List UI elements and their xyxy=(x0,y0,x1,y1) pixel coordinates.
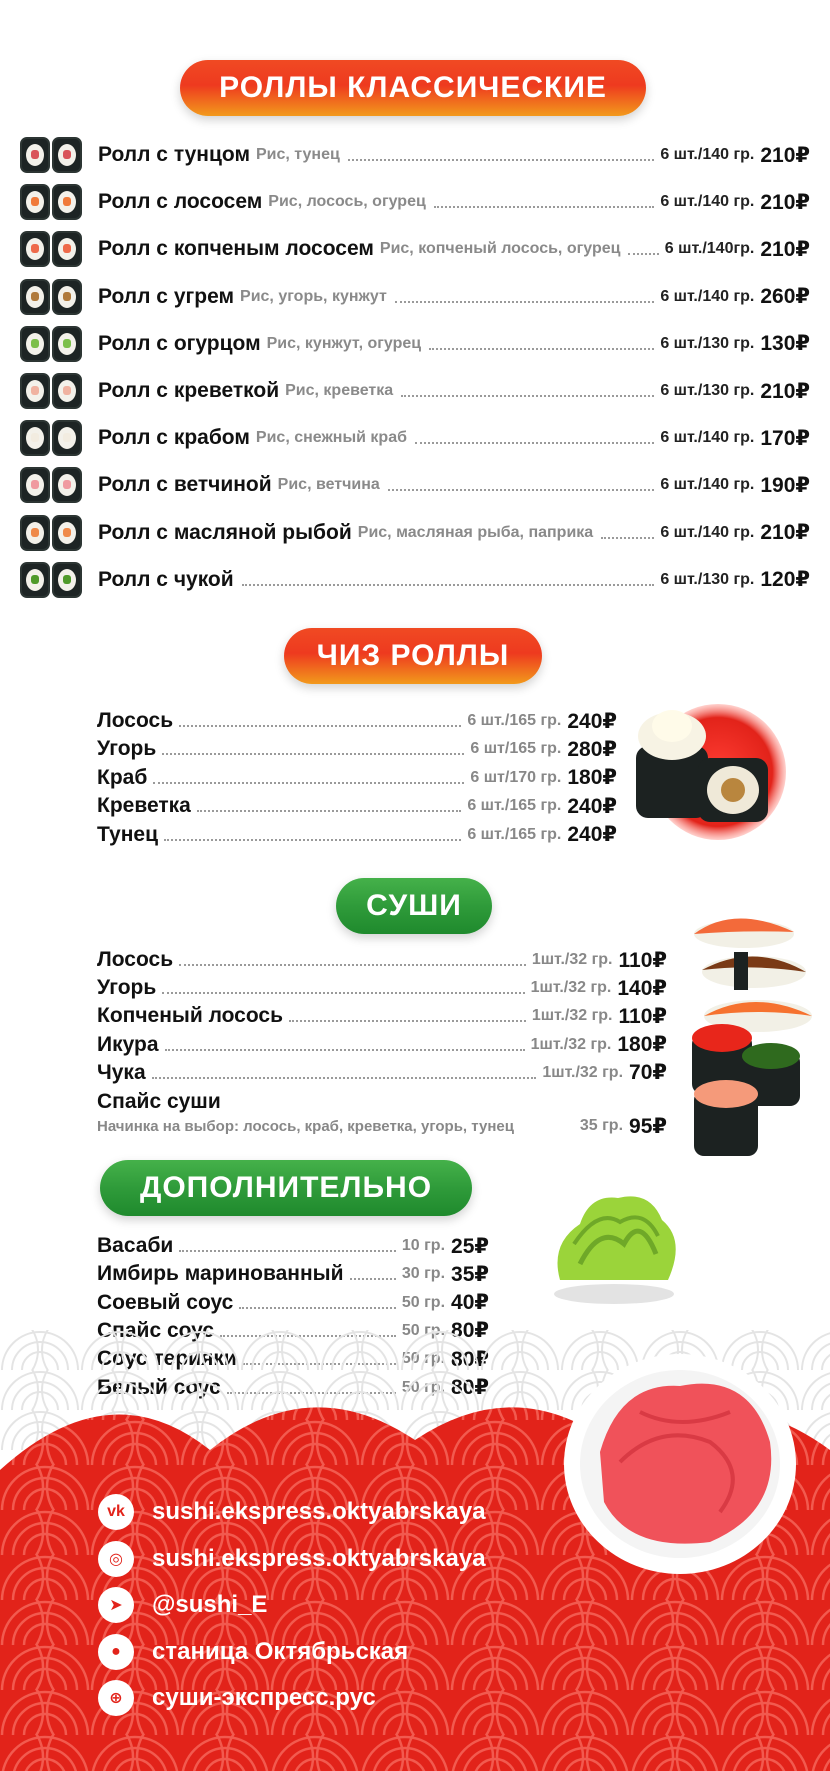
roll-name: Ролл с чукой xyxy=(98,567,234,591)
roll-weight: 6 шт./140 гр. xyxy=(660,523,755,541)
roll-ingredients: Рис, копченый лосось, огурец xyxy=(379,240,621,258)
roll-weight: 6 шт./130 гр. xyxy=(660,570,755,588)
roll-price: 210₽ xyxy=(760,379,810,403)
roll-ingredients: Рис, креветка xyxy=(285,382,394,399)
location-pin-icon: ● xyxy=(98,1634,134,1670)
dotted-leader xyxy=(179,1250,396,1252)
roll-photo xyxy=(20,324,84,364)
dotted-leader xyxy=(179,964,526,966)
roll-price: 260₽ xyxy=(760,285,810,309)
dotted-leader xyxy=(350,1278,396,1280)
item-weight: 1шт./32 гр. xyxy=(542,1063,624,1081)
dotted-leader xyxy=(628,253,658,255)
roll-price: 210₽ xyxy=(760,143,810,167)
classic-roll-row xyxy=(20,321,810,367)
item-price: 140₽ xyxy=(617,976,667,1000)
dotted-leader xyxy=(348,159,655,161)
contact-row[interactable] xyxy=(98,1583,267,1627)
spicy-sushi-price: 95₽ xyxy=(629,1114,667,1138)
item-price: 180₽ xyxy=(567,766,617,790)
dotted-leader xyxy=(415,442,654,444)
extra-row xyxy=(97,1260,489,1288)
item-price: 180₽ xyxy=(617,1033,667,1057)
item-name: Лосось xyxy=(97,709,174,732)
roll-ingredients: Рис, тунец xyxy=(255,146,340,163)
item-price: 35₽ xyxy=(451,1262,489,1286)
item-weight: 1шт./32 гр. xyxy=(531,951,613,968)
item-price: 240₽ xyxy=(567,823,617,847)
roll-ingredients: Рис, масляная рыба, паприка xyxy=(357,523,594,541)
item-weight: 6 шт./165 гр. xyxy=(467,825,562,843)
contact-row[interactable] xyxy=(98,1490,486,1534)
item-name: Угорь xyxy=(97,737,157,761)
dotted-leader xyxy=(388,489,655,491)
roll-weight: 6 шт./130 гр. xyxy=(660,334,755,352)
roll-weight: 6 шт./130 гр. xyxy=(660,382,755,399)
item-name: Лосось xyxy=(97,948,174,971)
item-name: Имбирь маринованный xyxy=(97,1262,344,1286)
spicy-sushi-name: Спайс суши xyxy=(97,1090,221,1113)
item-weight: 1шт./32 гр. xyxy=(530,979,612,997)
globe-icon: ⊕ xyxy=(98,1680,134,1716)
item-name: Копченый лосось xyxy=(97,1004,283,1028)
roll-price: 210₽ xyxy=(760,190,810,214)
classic-roll-row xyxy=(20,415,810,461)
extra-row xyxy=(97,1232,489,1260)
classic-roll-row xyxy=(20,368,810,414)
section-title-cheese-rolls: ЧИЗ РОЛЛЫ xyxy=(284,628,542,684)
sushi-row xyxy=(97,1031,667,1059)
roll-weight: 6 шт./140 гр. xyxy=(660,193,755,211)
contact-text: sushi.ekspress.oktyabrskaya xyxy=(152,1544,486,1572)
item-price: 240₽ xyxy=(567,794,617,818)
roll-name: Ролл с огурцом xyxy=(98,331,261,355)
item-weight: 6 шт/165 гр. xyxy=(470,740,562,758)
dotted-leader xyxy=(239,1307,396,1309)
ginger-bowl-image xyxy=(560,1342,800,1578)
roll-price: 120₽ xyxy=(760,568,810,592)
item-price: 70₽ xyxy=(629,1061,667,1085)
dotted-leader xyxy=(162,753,464,755)
contact-text: станица Октябрьская xyxy=(152,1637,409,1665)
sushi-stack-image xyxy=(684,904,824,1162)
classic-roll-row xyxy=(20,462,810,508)
dotted-leader xyxy=(153,782,464,784)
spicy-sushi-details xyxy=(97,1112,667,1140)
extra-row xyxy=(97,1289,489,1317)
item-name: Краб xyxy=(97,765,148,789)
spicy-sushi-weight: 35 гр. xyxy=(579,1117,624,1134)
roll-name: Ролл с креветкой xyxy=(98,379,280,402)
contact-text: суши-экспресс.рус xyxy=(152,1684,376,1711)
item-name: Икура xyxy=(97,1032,159,1056)
item-name: Соевый соус xyxy=(97,1290,234,1314)
item-name: Креветка xyxy=(97,794,191,818)
roll-weight: 6 шт./140 гр. xyxy=(660,429,755,447)
dotted-leader xyxy=(601,537,654,539)
roll-name: Ролл с угрем xyxy=(98,284,235,308)
roll-weight: 6 шт./140 гр. xyxy=(660,287,755,305)
roll-name: Ролл с крабом xyxy=(98,426,250,450)
dotted-leader xyxy=(289,1020,526,1022)
contact-row[interactable] xyxy=(98,1676,376,1720)
item-weight: 50 гр. xyxy=(401,1293,446,1311)
instagram-icon: ◎ xyxy=(98,1541,134,1577)
section-title-extras: ДОПОЛНИТЕЛЬНО xyxy=(100,1160,472,1216)
dotted-leader xyxy=(165,1049,525,1051)
roll-price: 130₽ xyxy=(760,332,810,356)
contact-text: sushi.ekspress.oktyabrskaya xyxy=(152,1498,486,1525)
dotted-leader xyxy=(164,839,461,841)
telegram-icon: ➤ xyxy=(98,1587,134,1623)
roll-weight: 6 шт./140 гр. xyxy=(660,146,755,163)
classic-roll-row xyxy=(20,274,810,320)
roll-photo xyxy=(20,135,84,175)
item-weight: 10 гр. xyxy=(401,1237,446,1254)
roll-price: 190₽ xyxy=(760,473,810,497)
dotted-leader xyxy=(429,348,654,350)
roll-photo xyxy=(20,229,84,269)
roll-ingredients: Рис, ветчина xyxy=(277,476,380,494)
cheese-roll-row xyxy=(97,792,617,820)
cheese-roll-row xyxy=(97,764,617,792)
classic-roll-row xyxy=(20,132,810,178)
dotted-leader xyxy=(434,206,655,208)
dotted-leader xyxy=(395,301,655,303)
roll-ingredients: Рис, угорь, кунжут xyxy=(240,287,387,305)
item-weight: 30 гр. xyxy=(401,1265,446,1283)
section-title-classic-rolls: РОЛЛЫ КЛАССИЧЕСКИЕ xyxy=(180,60,646,116)
item-weight: 6 шт./165 гр. xyxy=(467,797,562,815)
roll-price: 210₽ xyxy=(760,521,810,545)
classic-roll-row xyxy=(20,226,810,272)
sushi-row xyxy=(97,1059,667,1087)
roll-photo xyxy=(20,182,84,222)
spicy-sushi-note: Начинка на выбор: лосось, краб, креветка, угорь, тунец xyxy=(97,1117,514,1135)
roll-photo xyxy=(20,418,84,458)
roll-weight: 6 шт./140гр. xyxy=(664,240,755,258)
item-price: 40₽ xyxy=(451,1291,489,1315)
roll-weight: 6 шт./140 гр. xyxy=(660,476,755,494)
item-name: Васаби xyxy=(97,1234,174,1257)
item-name: Тунец xyxy=(97,822,158,846)
sushi-row xyxy=(97,946,667,974)
sushi-row xyxy=(97,974,667,1002)
item-weight: 6 шт/170 гр. xyxy=(470,768,562,786)
item-price: 240₽ xyxy=(567,709,617,733)
roll-ingredients: Рис, кунжут, огурец xyxy=(266,334,422,352)
vk-icon: vk xyxy=(98,1494,134,1530)
roll-photo xyxy=(20,371,84,411)
contact-row[interactable] xyxy=(98,1630,408,1674)
contact-text: @sushi_E xyxy=(152,1591,268,1618)
classic-roll-row xyxy=(20,510,810,556)
dotted-leader xyxy=(162,992,524,994)
dotted-leader xyxy=(179,725,461,727)
roll-name: Ролл с тунцом xyxy=(98,143,250,166)
roll-name: Ролл с ветчиной xyxy=(98,473,272,497)
dotted-leader xyxy=(197,810,461,812)
cheese-roll-row xyxy=(97,707,617,735)
section-title-sushi: СУШИ xyxy=(336,878,492,934)
roll-name: Ролл с масляной рыбой xyxy=(98,520,352,544)
item-weight: 6 шт./165 гр. xyxy=(467,712,562,729)
sushi-row xyxy=(97,1002,667,1030)
roll-photo xyxy=(20,277,84,317)
item-price: 280₽ xyxy=(567,737,617,761)
roll-ingredients: Рис, лосось, огурец xyxy=(268,193,426,211)
dotted-leader xyxy=(401,395,654,397)
roll-name: Ролл с лососем xyxy=(98,190,263,214)
wasabi-image xyxy=(540,1184,688,1312)
roll-photo xyxy=(20,560,84,600)
item-name: Чука xyxy=(97,1060,146,1084)
classic-roll-row xyxy=(20,179,810,225)
dotted-leader xyxy=(242,584,655,586)
item-name: Угорь xyxy=(97,976,157,1000)
item-price: 110₽ xyxy=(618,1004,667,1028)
contact-row[interactable] xyxy=(98,1537,486,1581)
roll-photo xyxy=(20,465,84,505)
roll-name: Ролл с копченым лососем xyxy=(98,237,374,261)
roll-photo xyxy=(20,513,84,553)
item-price: 110₽ xyxy=(618,948,667,972)
roll-ingredients: Рис, снежный краб xyxy=(255,429,407,447)
item-price: 25₽ xyxy=(451,1234,489,1258)
dotted-leader xyxy=(152,1077,537,1079)
item-weight: 1шт./32 гр. xyxy=(531,1007,613,1025)
classic-roll-row xyxy=(20,557,810,603)
cheese-roll-image xyxy=(618,696,788,846)
cheese-roll-row xyxy=(97,821,617,849)
cheese-roll-row xyxy=(97,735,617,763)
roll-price: 210₽ xyxy=(760,237,810,261)
item-weight: 1шт./32 гр. xyxy=(530,1035,612,1053)
roll-price: 170₽ xyxy=(760,426,810,450)
